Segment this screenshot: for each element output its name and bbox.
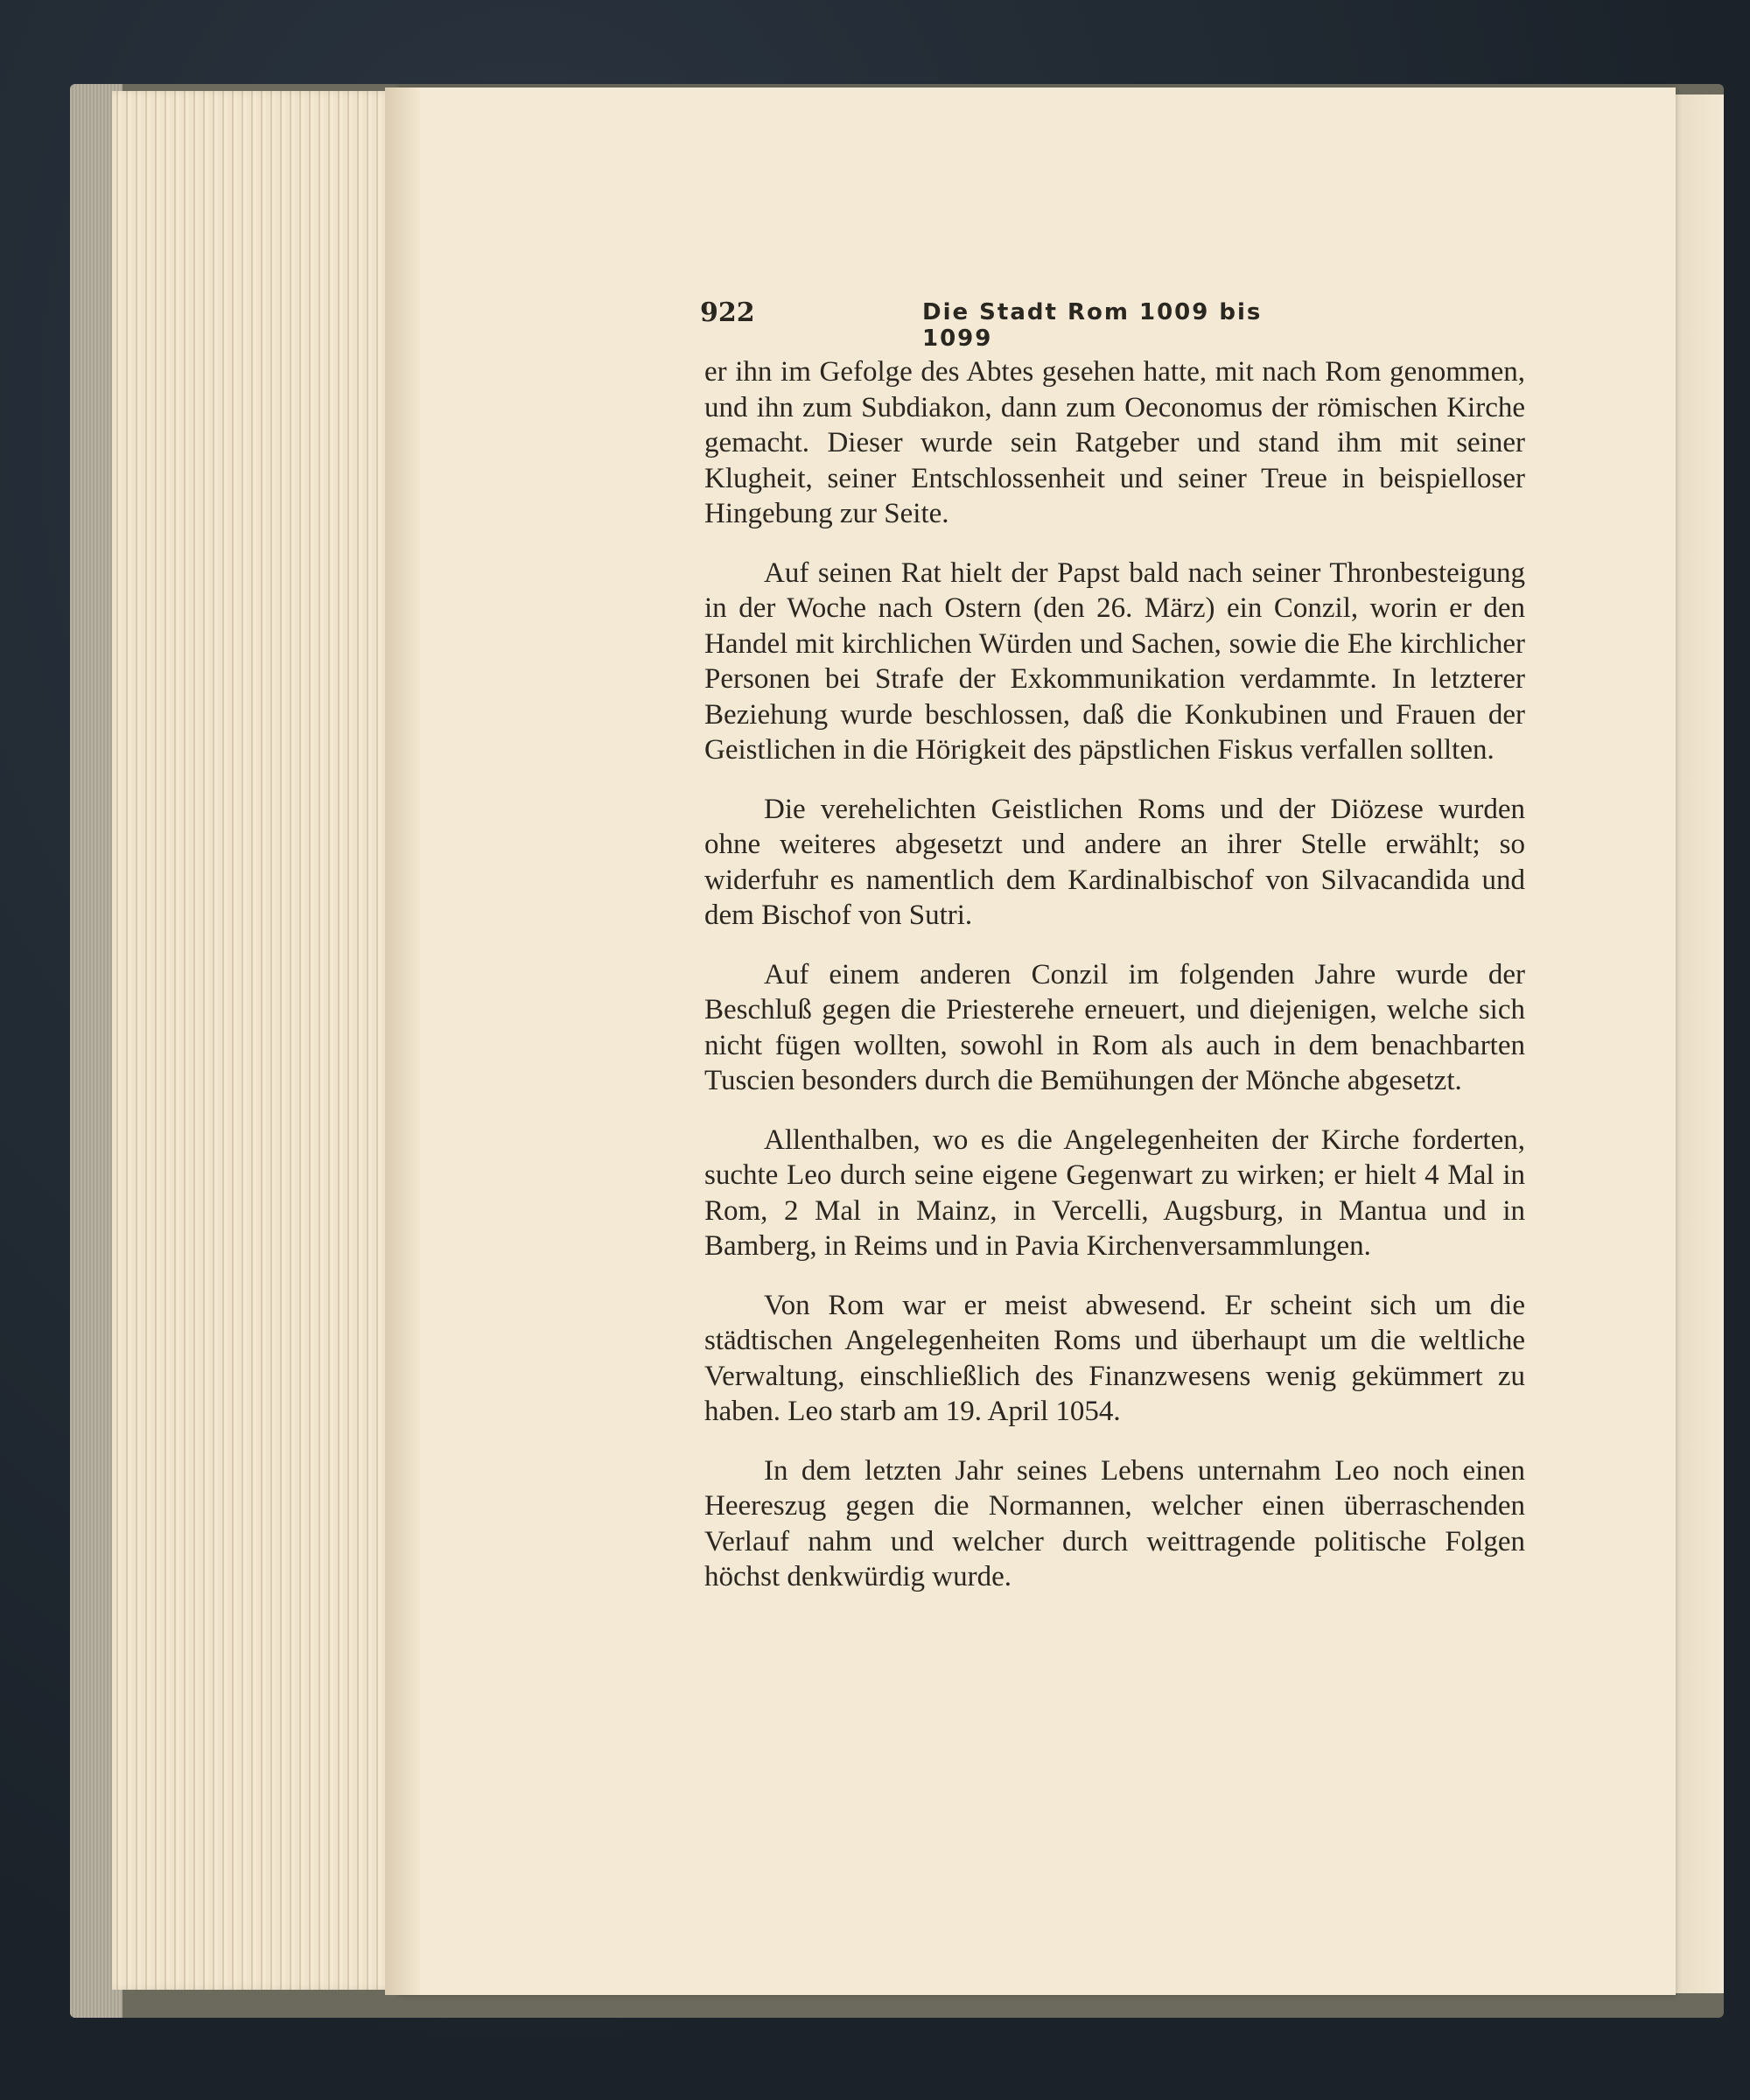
page-header xyxy=(700,298,1295,352)
paragraph: Allenthalben, wo es die Angelegenheiten der Kirche forderten, suchte Leo durch seine eigene Gegenwart zu wirken; er hielt 4 Mal in Rom, 2 Mal in Mainz, in Vercelli, Augsburg, in Mantua und in Bamberg, in Reims und in Pavia Kirchenversammlungen. xyxy=(704,1124,1525,1262)
paragraph: er ihn im Gefolge des Abtes gesehen hatte, mit nach Rom genommen, und ihn zum Subdiakon, dann zum Oeconomus der römischen Kirche gemacht. Dieser wurde sein Ratgeber und stand ihm mit seiner Klugheit, seiner Entschlossenheit und seiner Treue in beispielloser Hingebung zur Seite. xyxy=(704,356,1525,529)
paragraph: In dem letzten Jahr seines Lebens unternahm Leo noch einen Heereszug gegen die Normannen, welcher einen überraschenden Verlauf nahm und welcher durch weittragende politische Folgen höchst denkwürdig wurde. xyxy=(704,1454,1525,1592)
page-edges xyxy=(112,91,401,1990)
paragraph: Auf einem anderen Conzil im folgenden Jahre wurde der Beschluß gegen die Priesterehe erneuert, und diejenigen, welche sich nicht fügen wollten, sowohl in Rom als auch in dem benachbarten Tuscien besonders durch die Bemühungen der Mönche abgesetzt. xyxy=(704,958,1525,1096)
paragraph: Auf seinen Rat hielt der Papst bald nach seiner Thronbesteigung in der Woche nach Ostern (den 26. März) ein Conzil, worin er den Handel mit kirchlichen Würden und Sachen, sowie die Ehe kirchlicher Personen bei Strafe der Exkommunikation verdammte. In letzterer Beziehung wurde beschlossen, daß die Konkubinen und Frauen der Geistlichen in die Hörigkeit des päpstlichen Fiskus verfallen sollten. xyxy=(704,556,1525,766)
next-page-edge xyxy=(1676,94,1724,1993)
body-text xyxy=(704,354,1525,1619)
paragraph: Die verehelichten Geistlichen Roms und der Diözese wurden ohne weiteres abgesetzt und andere an ihrer Stelle erwählt; so widerfuhr es namentlich dem Kardinalbischof von Silvacandida und dem Bischof von Sutri. xyxy=(704,793,1525,931)
page-number: 922 xyxy=(700,298,755,328)
paragraph: Von Rom war er meist abwesend. Er scheint sich um die städtischen Angelegenheiten Roms und überhaupt um die weltliche Verwaltung, einschließlich des Finanzwesens wenig gekümmert zu haben. Leo starb am 19. April 1054. xyxy=(704,1289,1525,1427)
page-gutter xyxy=(385,88,420,1995)
running-head: Die Stadt Rom 1009 bis 1099 xyxy=(922,299,1263,352)
